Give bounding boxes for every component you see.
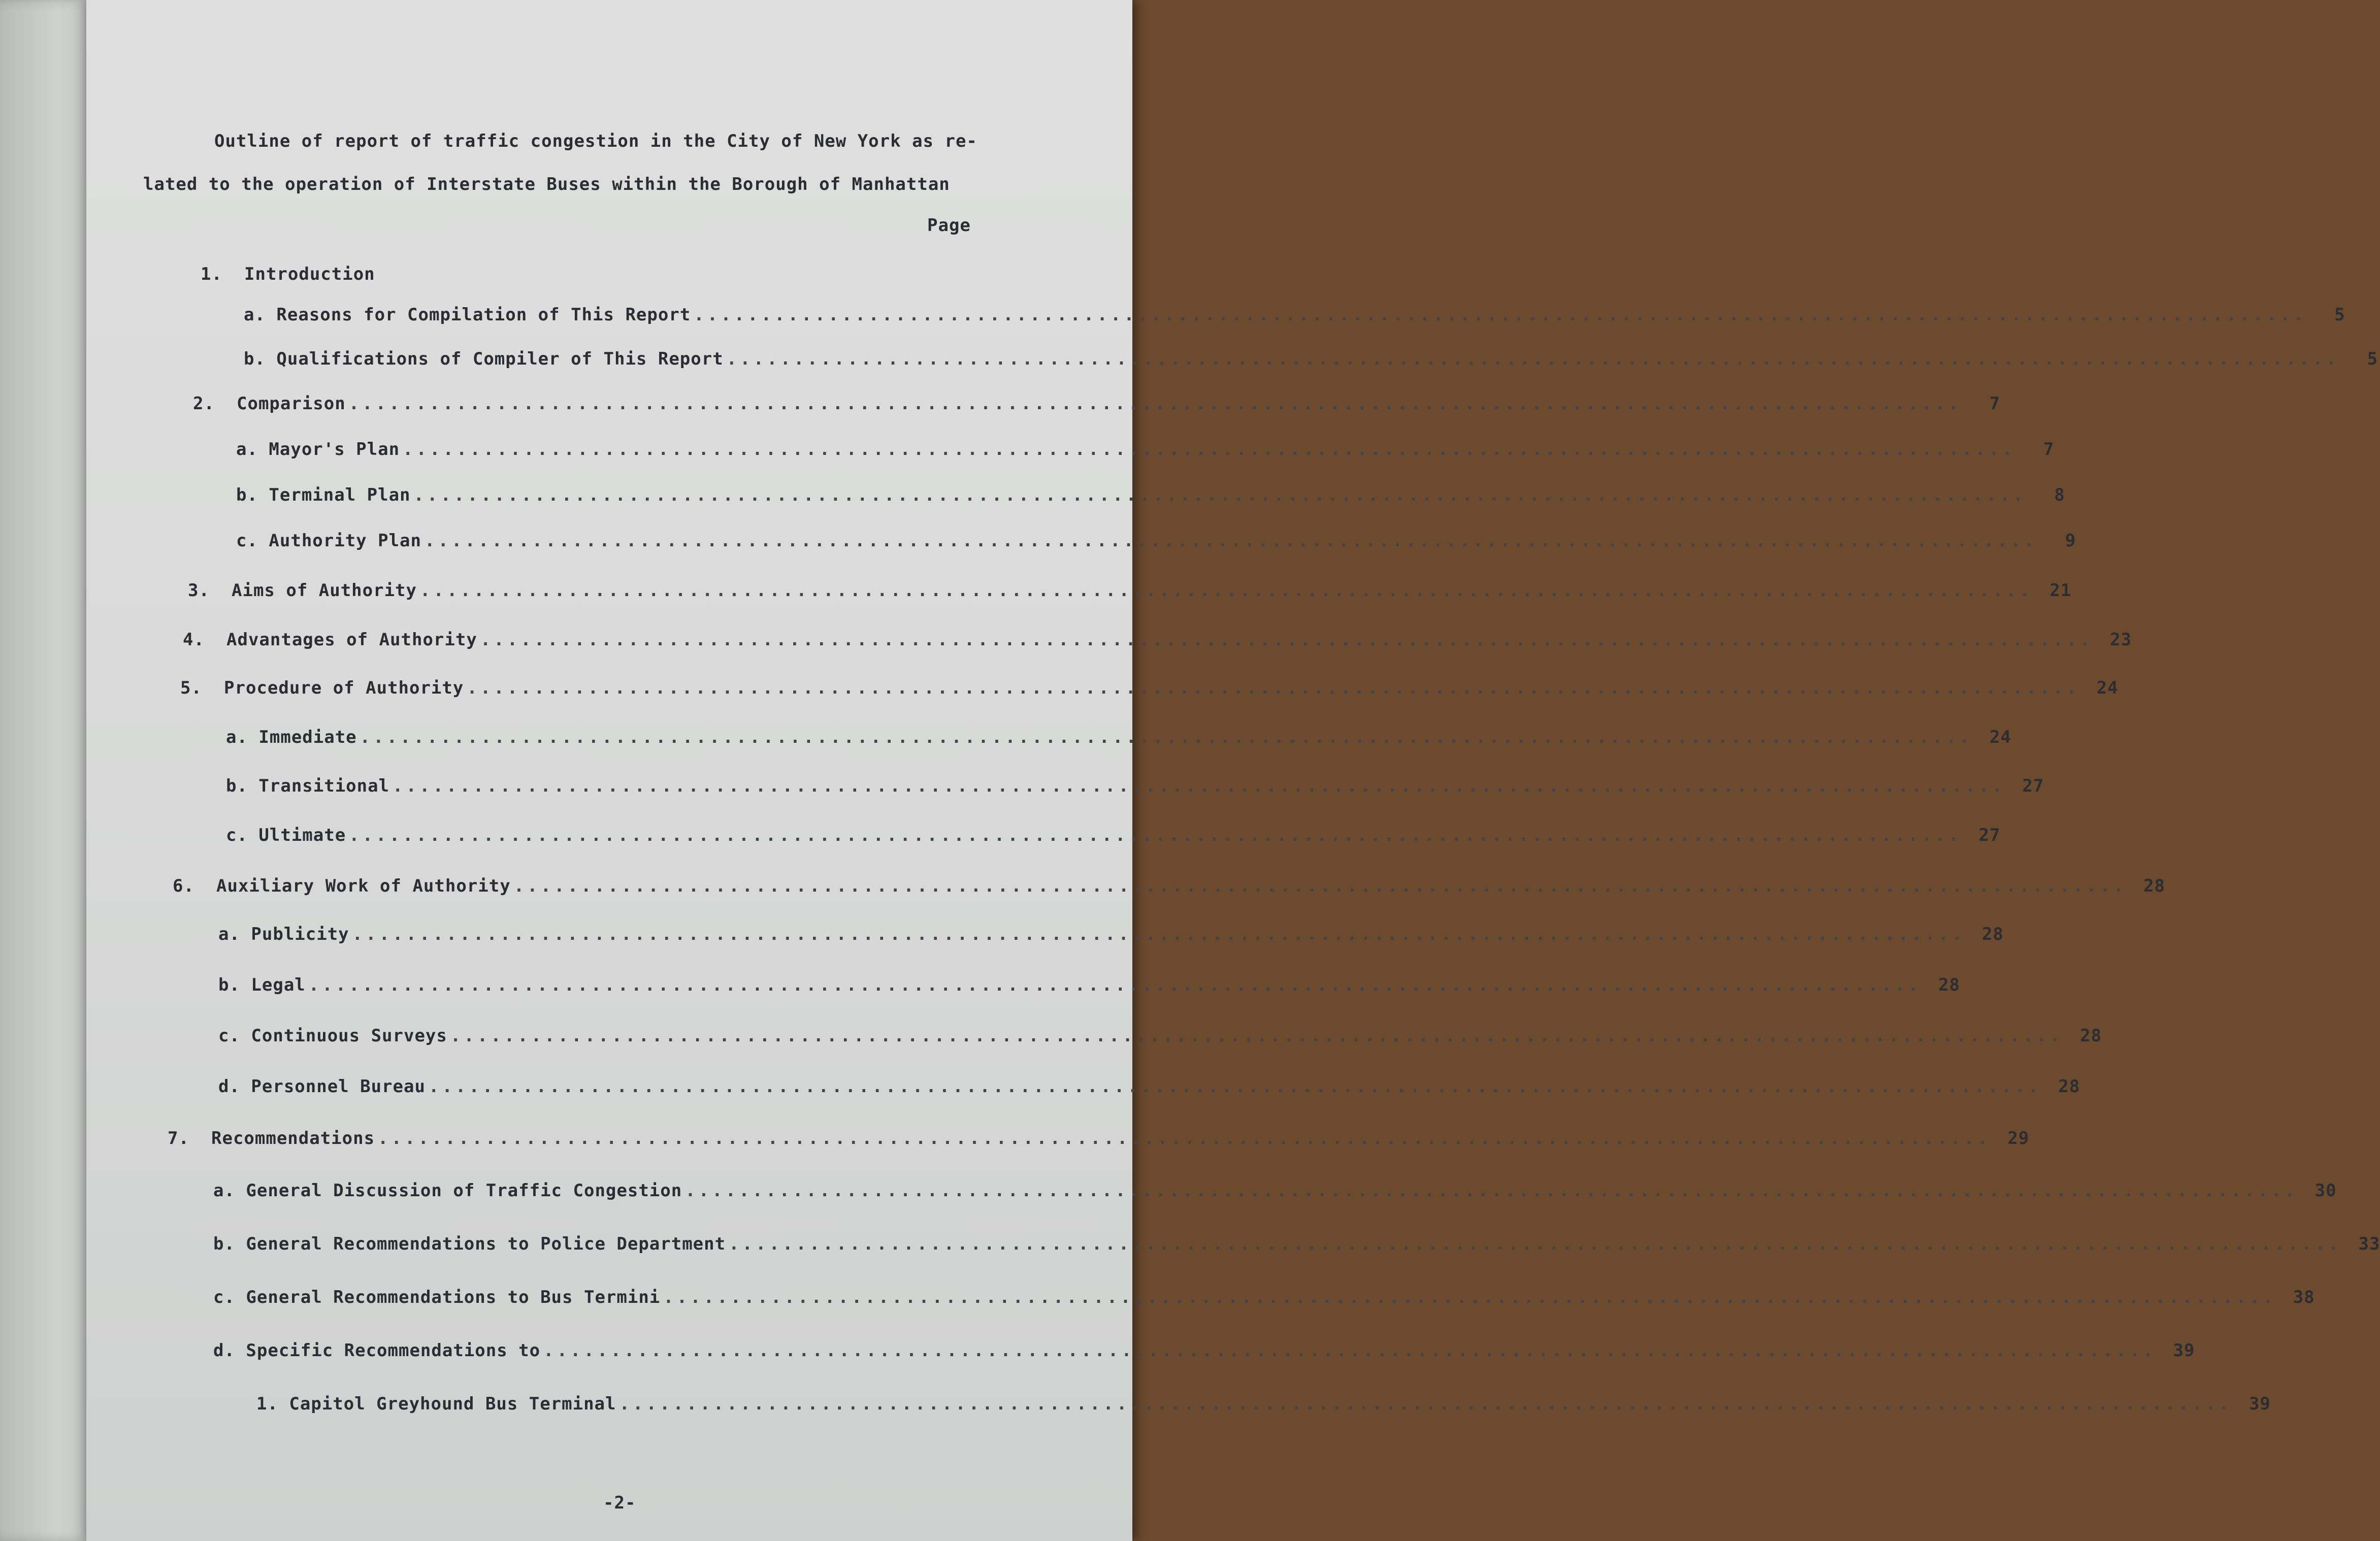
toc-entry-number: 5. xyxy=(180,678,202,698)
toc-entry-page: 24 xyxy=(2096,678,2118,698)
toc-entry-label: d. Specific Recommendations to xyxy=(213,1340,541,1361)
toc-entry-label: c. Ultimate xyxy=(226,825,346,845)
toc-entry-label: a. Publicity xyxy=(218,924,349,944)
toc-entry-label: b. Terminal Plan xyxy=(236,485,411,505)
toc-entry xyxy=(173,876,2166,896)
toc-leader-dots: ........................................................................................................................ xyxy=(694,305,2307,325)
toc-leader-dots: ........................................................................................................................ xyxy=(378,1128,1991,1149)
toc-entry-page: 5 xyxy=(2367,349,2378,369)
toc-leader-dots: ........................................................................................................................ xyxy=(425,531,2038,551)
toc-entry-label: c. Authority Plan xyxy=(236,531,421,551)
toc-entry xyxy=(226,825,2001,845)
toc-entry-number: 2. xyxy=(193,394,215,414)
toc-entry xyxy=(244,305,2345,325)
toc-entry-page: 28 xyxy=(2143,876,2166,896)
toc-leader-dots: ........................................................................................................................ xyxy=(413,485,2027,505)
toc-leader-dots: ........................................................................................................................ xyxy=(467,678,2080,698)
toc-leader-dots: ........................................................................................................................ xyxy=(360,727,1973,747)
toc-entry xyxy=(201,264,975,284)
title-line-2: lated to the operation of Interstate Buses within the Borough of Manhattan xyxy=(143,174,950,194)
toc-entry-page: 29 xyxy=(2007,1128,2030,1149)
toc-entry xyxy=(226,776,2044,796)
toc-entry xyxy=(213,1340,2195,1361)
toc-entry-label: 1. Capitol Greyhound Bus Terminal xyxy=(256,1394,616,1414)
toc-entry xyxy=(236,439,2055,460)
toc-entry-label: b. Transitional xyxy=(226,776,390,796)
toc-entry-page: 38 xyxy=(2293,1287,2315,1307)
toc-entry xyxy=(183,630,2132,650)
toc-entry-page: 7 xyxy=(2043,439,2055,460)
toc-entry-page: 5 xyxy=(2334,305,2345,325)
title-line-1: Outline of report of traffic congestion in the City of New York as re- xyxy=(214,131,977,151)
toc-leader-dots: ........................................................................................................................ xyxy=(420,580,2033,601)
toc-entry xyxy=(168,1128,2030,1149)
toc-entry-label: Introduction xyxy=(244,264,375,284)
toc-entry-page: 27 xyxy=(2022,776,2044,796)
toc-entry-page: 39 xyxy=(2248,1394,2271,1414)
toc-entry xyxy=(256,1394,2271,1414)
toc-entry-label: b. Qualifications of Compiler of This Report xyxy=(244,349,724,369)
toc-entry-label: a. Immediate xyxy=(226,727,357,747)
toc-entry-label: b. Legal xyxy=(218,975,306,995)
toc-entry-page: 23 xyxy=(2110,630,2132,650)
toc-entry-page: 8 xyxy=(2054,485,2065,505)
toc-leader-dots: ........................................................................................................................ xyxy=(685,1181,2298,1201)
toc-entry xyxy=(213,1287,2315,1307)
toc-entry xyxy=(180,678,2118,698)
toc-entry-page: 33 xyxy=(2358,1234,2380,1254)
document-page xyxy=(86,0,1132,1541)
toc-entry-page: 30 xyxy=(2314,1181,2337,1201)
toc-entry-page: 24 xyxy=(1990,727,2012,747)
toc-leader-dots: ........................................................................................................................ xyxy=(349,825,1962,845)
toc-leader-dots: ........................................................................................................................ xyxy=(393,776,2006,796)
toc-entry-label: a. Reasons for Compilation of This Report xyxy=(244,305,691,325)
toc-leader-dots: ........................................................................................................................ xyxy=(543,1340,2157,1361)
toc-entry xyxy=(236,531,2076,551)
page-number: -2- xyxy=(603,1493,636,1513)
toc-entry xyxy=(193,394,2001,414)
toc-entry-label: Recommendations xyxy=(211,1128,375,1149)
toc-entry xyxy=(244,349,2378,369)
toc-entry-number: 3. xyxy=(188,580,210,601)
toc-entry-page: 28 xyxy=(1982,924,2004,944)
toc-entry-label: c. General Recommendations to Bus Termini xyxy=(213,1287,661,1307)
page-column-header: Page xyxy=(927,215,971,236)
toc-entry-label: a. Mayor's Plan xyxy=(236,439,400,460)
toc-entry-page: 28 xyxy=(2058,1076,2080,1097)
toc-entry xyxy=(218,975,1961,995)
toc-entry xyxy=(213,1181,2337,1201)
toc-leader-dots: ........................................................................................................................ xyxy=(428,1076,2042,1097)
toc-leader-dots: ........................................................................................................................ xyxy=(663,1287,2276,1307)
toc-entry xyxy=(213,1234,2380,1254)
toc-entry-page: 28 xyxy=(2080,1026,2102,1046)
toc-leader-dots: ........................................................................................................................ xyxy=(450,1026,2064,1046)
toc-entry-label: Aims of Authority xyxy=(232,580,417,601)
toc-leader-dots: ........................................................................................................................ xyxy=(619,1394,2232,1414)
toc-entry-page: 27 xyxy=(1978,825,2001,845)
toc-entry-number: 7. xyxy=(168,1128,189,1149)
toc-leader-dots: ........................................................................................................................ xyxy=(348,394,1962,414)
toc-entry-number: 4. xyxy=(183,630,205,650)
toc-entry xyxy=(218,1076,2080,1097)
toc-entry-label: d. Personnel Bureau xyxy=(218,1076,426,1097)
toc-entry-page: 9 xyxy=(2065,531,2076,551)
toc-entry-page: 28 xyxy=(1938,975,1961,995)
toc-entry-number: 1. xyxy=(201,264,222,284)
toc-leader-dots: ........................................................................................................................ xyxy=(403,439,2016,460)
toc-leader-dots: ........................................................................................................................ xyxy=(513,876,2127,896)
toc-entry-label: b. General Recommendations to Police Department xyxy=(213,1234,726,1254)
toc-entry-label: c. Continuous Surveys xyxy=(218,1026,447,1046)
toc-leader-dots: ........................................................................................................................ xyxy=(729,1234,2342,1254)
toc-entry-page: 21 xyxy=(2049,580,2072,601)
toc-entry-label: Advantages of Authority xyxy=(226,630,477,650)
toc-entry-label: Comparison xyxy=(237,394,346,414)
toc-leader-dots: ........................................................................................................................ xyxy=(352,924,1966,944)
toc-entry xyxy=(226,727,2012,747)
toc-leader-dots: ........................................................................................................................ xyxy=(726,349,2340,369)
toc-entry-label: Auxiliary Work of Authority xyxy=(216,876,511,896)
toc-entry xyxy=(188,580,2072,601)
toc-entry-number: 6. xyxy=(173,876,194,896)
toc-entry xyxy=(218,924,2004,944)
toc-leader-dots: ........................................................................................................................ xyxy=(480,630,2094,650)
toc-entry-page: 39 xyxy=(2173,1340,2195,1361)
toc-entry xyxy=(236,485,2065,505)
toc-entry-label: a. General Discussion of Traffic Congestion xyxy=(213,1181,682,1201)
toc-entry-label: Procedure of Authority xyxy=(224,678,464,698)
toc-entry-page: 7 xyxy=(1989,394,2001,414)
toc-leader-dots: ........................................................................................................................ xyxy=(308,975,1922,995)
toc-entry xyxy=(218,1026,2102,1046)
